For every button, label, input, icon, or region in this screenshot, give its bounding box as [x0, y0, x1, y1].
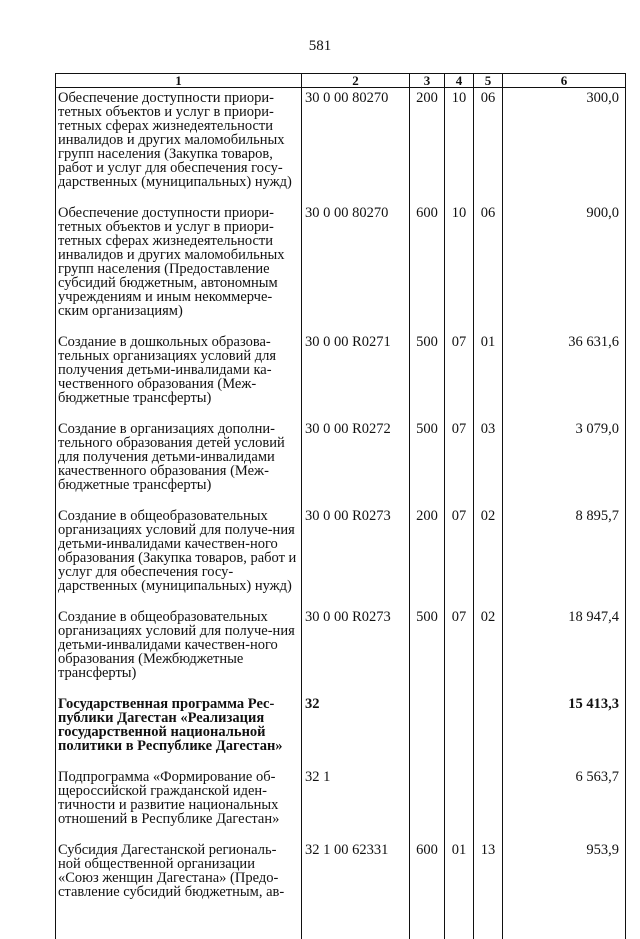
header-col-4: 4 — [445, 74, 474, 88]
row-pr: 03 — [474, 419, 503, 506]
row-code: 30 0 00 R0271 — [302, 332, 410, 419]
row-code: 32 1 — [302, 767, 410, 840]
table-row — [56, 203, 626, 332]
row-vr: 200 — [410, 506, 445, 607]
row-code: 30 0 00 R0273 — [302, 506, 410, 607]
row-pr: 06 — [474, 88, 503, 204]
header-col-2: 2 — [302, 74, 410, 88]
table-row — [56, 419, 626, 506]
row-name: Обеспечение доступности приори-тетных объектов и услуг в приори-тетных сферах жизнедеятельности инвалидов и других маломобильных групп населения (Закупка товаров, работ и услуг для обеспечения госу-дарственных (муниципальных) нужд) — [56, 88, 302, 204]
row-name: Обеспечение доступности приори-тетных объектов и услуг в приори-тетных сферах жизнедеятельности инвалидов и других маломобильных групп населения (Предоставление субсидий бюджетным, автономным учреждениям и иным некоммерче-ским организациям) — [56, 203, 302, 332]
row-rz: 10 — [445, 88, 474, 204]
row-pr — [474, 694, 503, 767]
row-sum: 953,9 — [503, 840, 626, 939]
table-row — [56, 332, 626, 419]
row-pr: 01 — [474, 332, 503, 419]
row-vr: 500 — [410, 419, 445, 506]
row-code: 32 — [302, 694, 410, 767]
row-sum: 8 895,7 — [503, 506, 626, 607]
row-sum: 15 413,3 — [503, 694, 626, 767]
row-name: Подпрограмма «Формирование об-щероссийской гражданской иден-тичности и развитие национальных отношений в Республике Дагестан» — [56, 767, 302, 840]
header-col-3: 3 — [410, 74, 445, 88]
header-col-6: 6 — [503, 74, 626, 88]
row-code: 32 1 00 62331 — [302, 840, 410, 939]
table-body — [56, 88, 626, 939]
row-vr — [410, 767, 445, 840]
row-rz: 07 — [445, 607, 474, 694]
row-name: Государственная программа Рес-публики Дагестан «Реализация государственной национальной политики в Республике Дагестан» — [56, 694, 302, 767]
row-sum: 6 563,7 — [503, 767, 626, 840]
row-rz: 01 — [445, 840, 474, 939]
row-pr: 02 — [474, 607, 503, 694]
row-name: Создание в общеобразовательных организациях условий для получе-ния детьми-инвалидами качествен-ного образования (Закупка товаров, работ и услуг для обеспечения госу-дарственных (муниципальных) нужд) — [56, 506, 302, 607]
row-vr: 600 — [410, 840, 445, 939]
row-rz: 07 — [445, 419, 474, 506]
table-row — [56, 840, 626, 939]
table-row — [56, 607, 626, 694]
row-vr — [410, 694, 445, 767]
table-row — [56, 767, 626, 840]
table-row — [56, 88, 626, 204]
row-vr: 200 — [410, 88, 445, 204]
row-code: 30 0 00 80270 — [302, 88, 410, 204]
header-col-5: 5 — [474, 74, 503, 88]
row-vr: 500 — [410, 332, 445, 419]
table-row — [56, 506, 626, 607]
row-sum: 3 079,0 — [503, 419, 626, 506]
row-pr: 02 — [474, 506, 503, 607]
row-vr: 600 — [410, 203, 445, 332]
row-name: Создание в организациях дополни-тельного образования детей условий для получения детьми-инвалидами качественного образования (Меж-бюджетные трансферты) — [56, 419, 302, 506]
row-rz: 10 — [445, 203, 474, 332]
header-row — [56, 74, 626, 88]
row-pr — [474, 767, 503, 840]
row-sum: 900,0 — [503, 203, 626, 332]
row-rz: 07 — [445, 332, 474, 419]
row-rz: 07 — [445, 506, 474, 607]
row-name: Создание в дошкольных образова-тельных организациях условий для получения детьми-инвалидами ка-чественного образования (Меж-бюджетные трансферты) — [56, 332, 302, 419]
row-code: 30 0 00 80270 — [302, 203, 410, 332]
budget-table — [55, 73, 626, 939]
row-rz — [445, 767, 474, 840]
row-sum: 300,0 — [503, 88, 626, 204]
row-pr: 13 — [474, 840, 503, 939]
row-code: 30 0 00 R0272 — [302, 419, 410, 506]
row-name: Субсидия Дагестанской региональ-ной общественной организации «Союз женщин Дагестана» (Предо-ставление субсидий бюджетным, ав- — [56, 840, 302, 939]
row-sum: 36 631,6 — [503, 332, 626, 419]
page-number: 581 — [0, 38, 640, 55]
row-sum: 18 947,4 — [503, 607, 626, 694]
header-col-1: 1 — [56, 74, 302, 88]
row-name: Создание в общеобразовательных организациях условий для получе-ния детьми-инвалидами качествен-ного образования (Межбюджетные трансферты) — [56, 607, 302, 694]
row-rz — [445, 694, 474, 767]
row-code: 30 0 00 R0273 — [302, 607, 410, 694]
row-vr: 500 — [410, 607, 445, 694]
row-pr: 06 — [474, 203, 503, 332]
table-row-program — [56, 694, 626, 767]
